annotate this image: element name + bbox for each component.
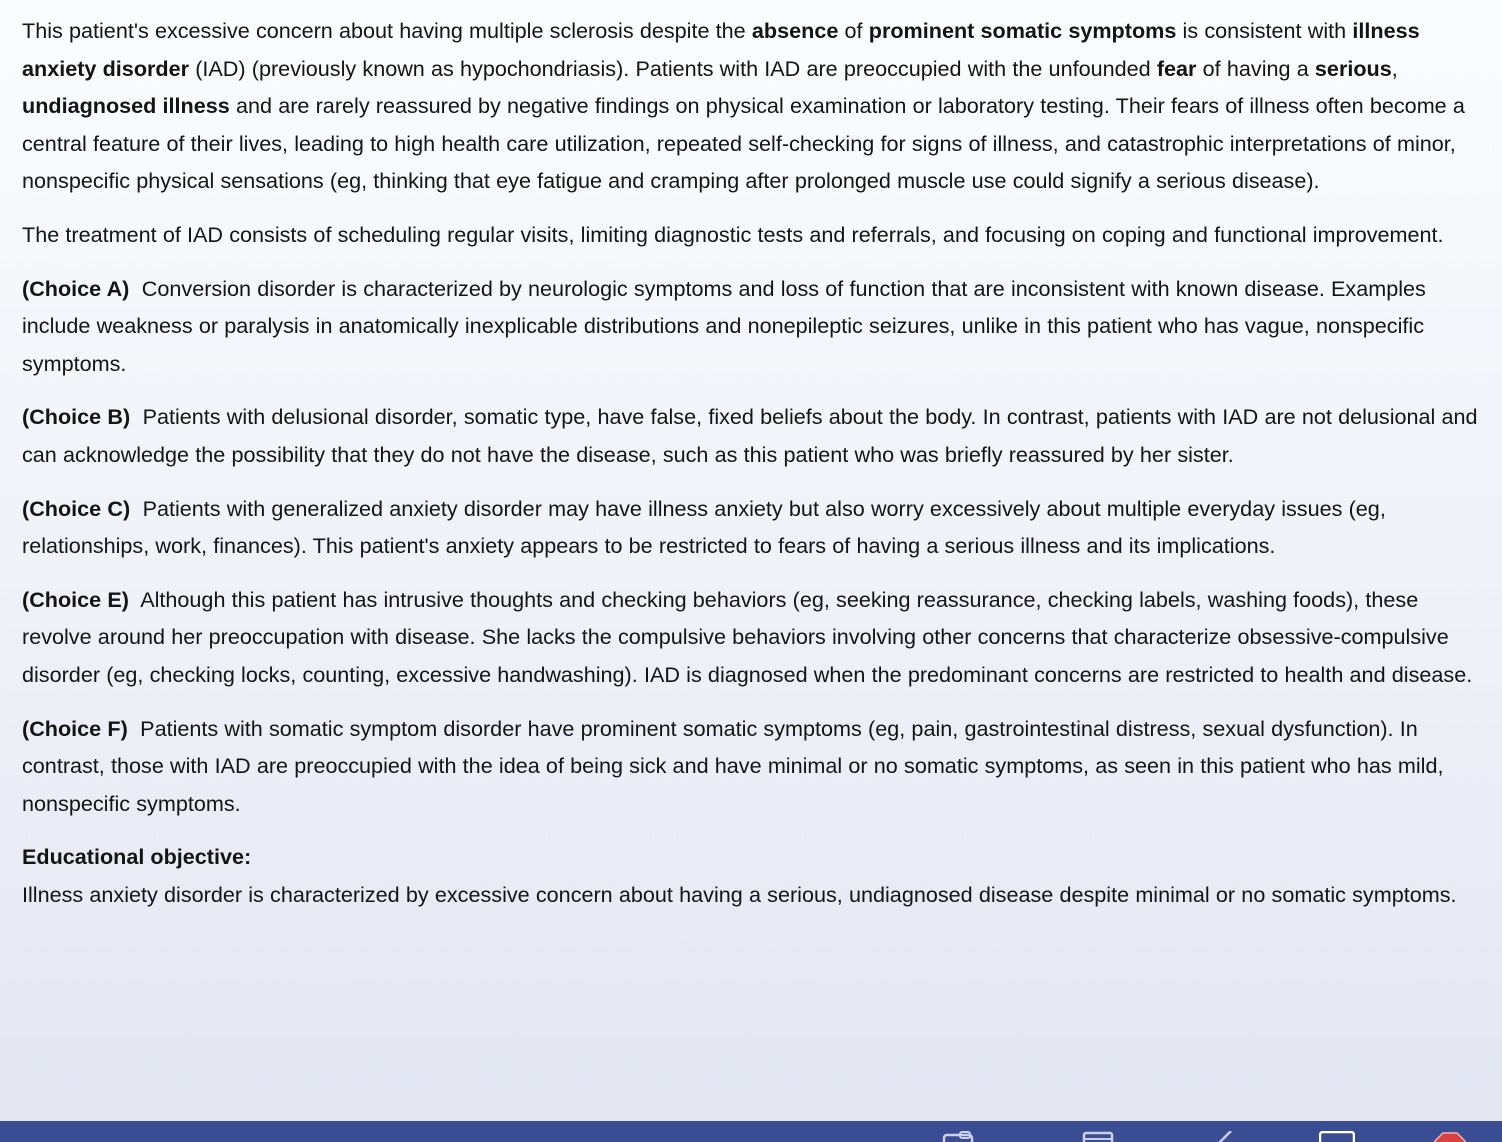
choice-label: (Choice B): [22, 404, 131, 430]
choice-text: Patients with delusional disorder, somatic type, have false, fixed beliefs about the body. In contrast, patients with IAD are not delusional and can acknowledge the possibility that they do not have the disease, such as this patient who was briefly reassured by her sister.: [22, 404, 1478, 467]
choice-text: Patients with generalized anxiety disorder may have illness anxiety but also worry excessively about multiple everyday issues (eg, relationships, work, finances). This patient's anxiety appears to be restricted to fears of having a serious illness and its implications.: [22, 495, 1386, 559]
choice-f-explanation: [22, 710, 1484, 823]
lab-values-icon[interactable]: [940, 1131, 976, 1142]
choice-label: (Choice C): [22, 495, 131, 521]
choice-text: Conversion disorder is characterized by neurologic symptoms and loss of function that are inconsistent with known disease. Examples include weakness or paralysis in anatomically inexplicable distributions and nonepileptic seizures, unlike in this patient who has vague, nonspecific symptoms.: [22, 275, 1426, 376]
highlight-prominent-somatic-symptoms: prominent somatic symptoms: [868, 18, 1177, 43]
explanation-paragraph-treatment: The treatment of IAD consists of scheduling regular visits, limiting diagnostic tests and referrals, and focusing on coping and functional improvement.: [22, 221, 1444, 247]
choice-e-explanation: [22, 581, 1484, 694]
educational-objective-text: Illness anxiety disorder is characterized by excessive concern about having a serious, undiagnosed disease despite minimal or no somatic symptoms.: [22, 881, 1457, 907]
choice-label: (Choice F): [22, 715, 128, 741]
choice-label: (Choice E): [22, 586, 129, 612]
explanation-panel: [22, 12, 1484, 913]
highlight-fear: fear: [1156, 55, 1197, 81]
highlight-absence: absence: [751, 18, 839, 43]
choice-text: Patients with somatic symptom disorder have prominent somatic symptoms (eg, pain, gastrointestinal distress, sexual dysfunction). In contrast, those with IAD are preoccupied with the idea of being sick and have minimal or no somatic symptoms, as seen in this patient who has mild, nonspecific symptoms.: [22, 715, 1444, 816]
educational-objective-heading: Educational objective:: [22, 844, 252, 870]
notes-icon[interactable]: [1082, 1131, 1118, 1142]
choice-a-explanation: [22, 270, 1484, 383]
highlight-undiagnosed-illness: undiagnosed illness: [22, 93, 230, 119]
choice-b-explanation: [22, 398, 1484, 473]
explanation-paragraph-1: This patient's excessive concern about having multiple sclerosis despite the absence of prominent somatic symptoms is consistent with illness anxiety disorder (IAD) (previously known as hypochondriasis). Patients with IAD are preoccupied with the unfounded fear of having a serious, undiagnosed illness and are rarely reassured by negative findings on physical examination or laboratory testing. Their fears of illness often become a central feature of their lives, leading to high health care utilization, repeated self-checking for signs of illness, and catastrophic interpretations of minor, nonspecific physical sensations (eg, thinking that eye fatigue and cramping after prolonged muscle use could signify a serious disease).: [22, 18, 1465, 194]
pencil-icon[interactable]: [1205, 1131, 1241, 1142]
choice-text: Although this patient has intrusive thoughts and checking behaviors (eg, seeking reassurance, checking labels, washing foods), these revolve around her preoccupation with disease. She lacks the compulsive behaviors involving other concerns that characterize obsessive-compulsive disorder (eg, checking locks, counting, excessive handwashing). IAD is diagnosed when the predominant concerns are restricted to health and disease.: [22, 586, 1473, 687]
bottom-toolbar: [0, 1121, 1502, 1142]
choice-label: (Choice A): [22, 275, 130, 301]
stop-icon[interactable]: [1434, 1131, 1470, 1142]
highlight-serious: serious: [1314, 55, 1392, 81]
highlight-illness-anxiety-disorder: illness anxiety disorder: [22, 18, 1420, 81]
calculator-icon[interactable]: [1319, 1131, 1355, 1142]
choice-c-explanation: [22, 490, 1484, 565]
